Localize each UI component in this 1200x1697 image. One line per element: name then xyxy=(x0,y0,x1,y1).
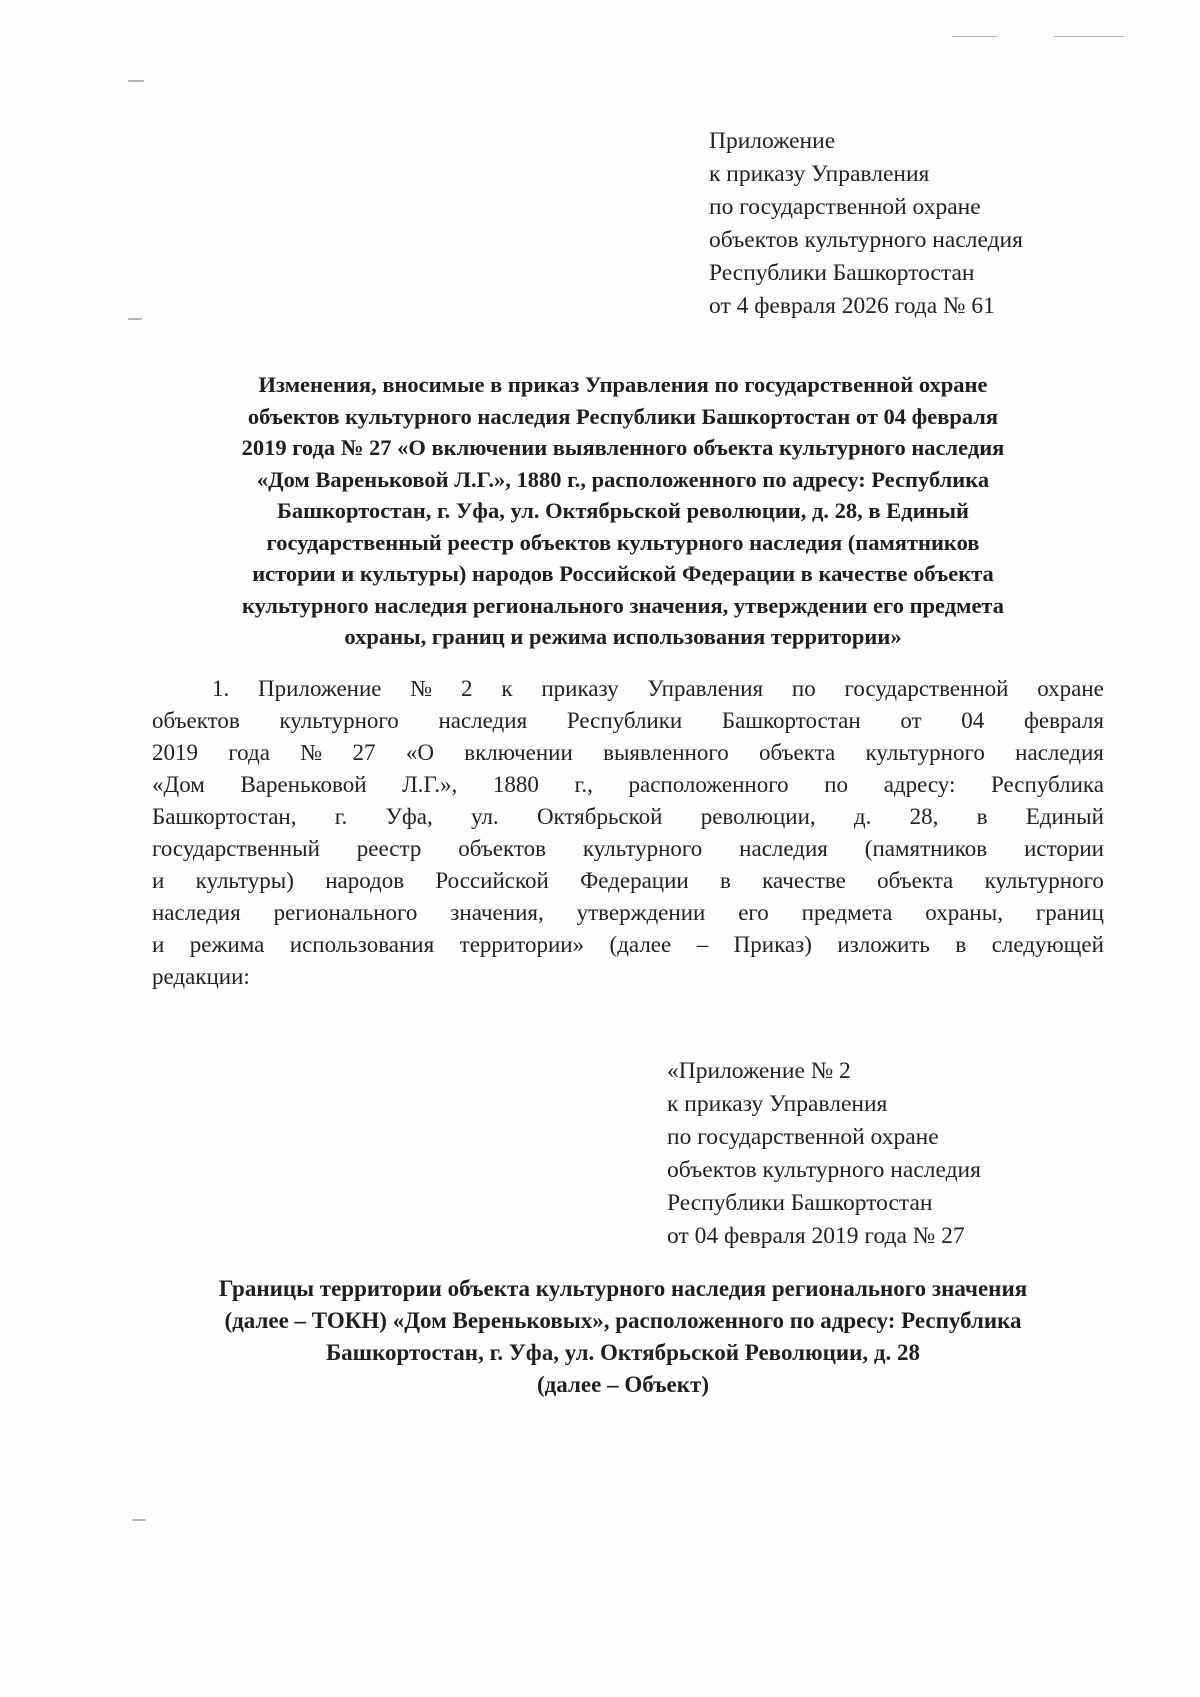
document-title-line: охраны, границ и режима использования территории» xyxy=(344,624,902,649)
document-title-line: Башкортостан, г. Уфа, ул. Октябрьской революции, д. 28, в Единый xyxy=(276,498,970,523)
document-title-line: Изменения, вносимые в приказ Управления по государственной охране xyxy=(258,372,988,397)
inner-attachment-header-line: к приказу Управления xyxy=(667,1091,888,1117)
attachment-header-line: по государственной охране xyxy=(709,194,981,220)
paragraph-line: 2019 года № 27 «О включении выявленного объекта культурного наследия xyxy=(152,740,1104,765)
inner-attachment-header-line: от 04 февраля 2019 года № 27 xyxy=(667,1223,965,1249)
attachment-header-line: Республики Башкортостан xyxy=(709,260,975,286)
paragraph-1 xyxy=(152,673,1104,993)
attachment-header-line: Приложение xyxy=(709,128,836,154)
document-title-line: культурного наследия регионального значения, утверждении его предмета xyxy=(241,592,1005,618)
paragraph-line: редакции: xyxy=(152,964,250,989)
attachment-header-line: объектов культурного наследия xyxy=(709,227,1023,253)
document-title-line: «Дом Вареньковой Л.Г.», 1880 г., расположенного по адресу: Республика xyxy=(256,466,990,492)
document-title-line: объектов культурного наследия Республики Башкортостан от 04 февраля xyxy=(247,403,999,429)
attachment-header-line: от 4 февраля 2026 года № 61 xyxy=(709,293,995,319)
paragraph-line: наследия регионального значения, утверждении его предмета охраны, границ xyxy=(152,900,1104,925)
inner-attachment-header-line: по государственной охране xyxy=(667,1124,939,1150)
paragraph-line: «Дом Вареньковой Л.Г.», 1880 г., расположенного по адресу: Республика xyxy=(152,772,1104,797)
inner-attachment-header-line: «Приложение № 2 xyxy=(667,1058,851,1084)
boundaries-title-line: (далее – Объект) xyxy=(537,1372,709,1397)
document-title xyxy=(148,369,1098,653)
boundaries-title-line: (далее – ТОКН) «Дом Вереньковых», расположенного по адресу: Республика xyxy=(224,1308,1022,1333)
boundaries-title-line: Башкортостан, г. Уфа, ул. Октябрьской Революции, д. 28 xyxy=(325,1340,921,1365)
paragraph-line: Башкортостан, г. Уфа, ул. Октябрьской революции, д. 28, в Единый xyxy=(152,804,1104,829)
document-title-line: государственный реестр объектов культурного наследия (памятников xyxy=(266,529,980,555)
inner-attachment-header-line: Республики Башкортостан xyxy=(667,1190,933,1216)
document-title-line: 2019 года № 27 «О включении выявленного объекта культурного наследия xyxy=(241,435,1005,460)
inner-attachment-header-line: объектов культурного наследия xyxy=(667,1157,981,1183)
paragraph-line: государственный реестр объектов культурного наследия (памятников истории xyxy=(152,836,1104,861)
inner-attachment-header xyxy=(667,1055,981,1253)
document-title-line: истории и культуры) народов Российской Федерации в качестве объекта xyxy=(252,561,994,586)
paragraph-line: 1. Приложение № 2 к приказу Управления по государственной охране xyxy=(212,676,1104,701)
paragraph-line: объектов культурного наследия Республики Башкортостан от 04 февраля xyxy=(152,708,1104,733)
paragraph-line: и режима использования территории» (далее – Приказ) изложить в следующей xyxy=(152,932,1104,957)
attachment-header xyxy=(709,125,1023,323)
boundaries-title xyxy=(148,1273,1098,1401)
attachment-header-line: к приказу Управления xyxy=(709,161,930,187)
boundaries-title-line: Границы территории объекта культурного наследия регионального значения xyxy=(218,1276,1028,1301)
paragraph-line: и культуры) народов Российской Федерации в качестве объекта культурного xyxy=(152,868,1104,893)
